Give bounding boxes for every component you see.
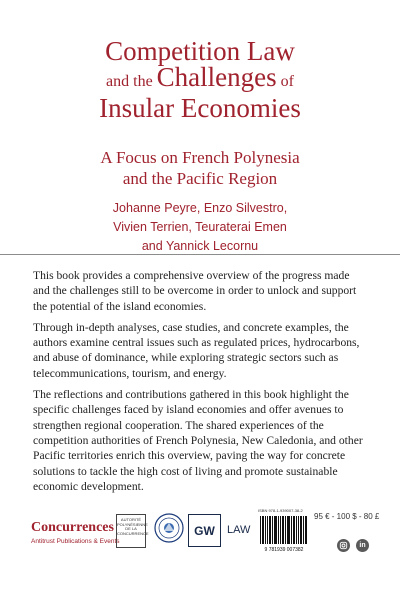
barcode-icon (258, 513, 310, 553)
gw-logo (188, 514, 221, 547)
gw-logo-text: GW (194, 524, 215, 538)
instagram-icon[interactable] (337, 539, 350, 552)
title-line-2 (20, 64, 380, 95)
concurrences-tagline: Antitrust Publications & Events (31, 538, 120, 545)
linkedin-icon[interactable]: in (356, 539, 369, 552)
law-label: LAW (227, 524, 251, 536)
authors-line-3: and Yannick Lecornu (141, 239, 259, 253)
authors (70, 199, 330, 256)
title-line-2-post: of (280, 73, 294, 90)
price-label: 95 € - 100 $ - 80 £ (314, 512, 380, 521)
authors-line-2: Vivien Terrien, Teuraterai Emen (113, 220, 287, 234)
description-paragraph-3: The reflections and contributions gathered in this book highlight the specific challenges faced by island economies and offer avenues to strengthen regional cooperation. The shared experiences of the competition authorities of French Polynesia, New Caledonia, and other Pacific territories enrich this overview, paving the way for concrete solutions to tackle the high cost of living and promote sustainable economic development. (33, 388, 363, 493)
divider (0, 254, 400, 255)
back-cover-footer (0, 508, 400, 598)
title-line-2-main: Challenges (156, 62, 277, 92)
subtitle-line-1: A Focus on French Polynesia (100, 148, 300, 167)
title-line-2-pre: and the (106, 73, 153, 90)
description-paragraph-2: Through in-depth analyses, case studies, and concrete examples, the authors examine central issues such as regulated prices, hydrocarbons, and abuse of dominance, while exploring strategic sectors such as telecommunications, tourism, and energy. (33, 320, 360, 380)
instagram-glyph-icon (337, 539, 350, 552)
description-paragraph-1: This book provides a comprehensive overview of the progress made and the challenges still to be overcome in order to unlock and support the potential of the island economies. (33, 269, 357, 313)
book-subtitle (40, 147, 360, 189)
book-title (20, 38, 380, 121)
authors-line-1: Johanne Peyre, Enzo Silvestro, (112, 201, 288, 215)
isbn-text: ISBN 978-1-939007-38-2 (258, 508, 303, 513)
subtitle-line-2: and the Pacific Region (122, 169, 278, 188)
competition-authority-logo: AUTORITÉ POLYNÉSIENNE DE LA CONCURRENCE (116, 514, 146, 548)
concurrences-logo: Concurrences (31, 520, 114, 535)
title-line-1: Competition Law (105, 36, 295, 66)
university-seal-icon (154, 513, 184, 543)
book-description (33, 268, 368, 500)
title-line-3: Insular Economies (99, 93, 301, 123)
barcode-digits: 9 781939 007382 (264, 547, 304, 553)
